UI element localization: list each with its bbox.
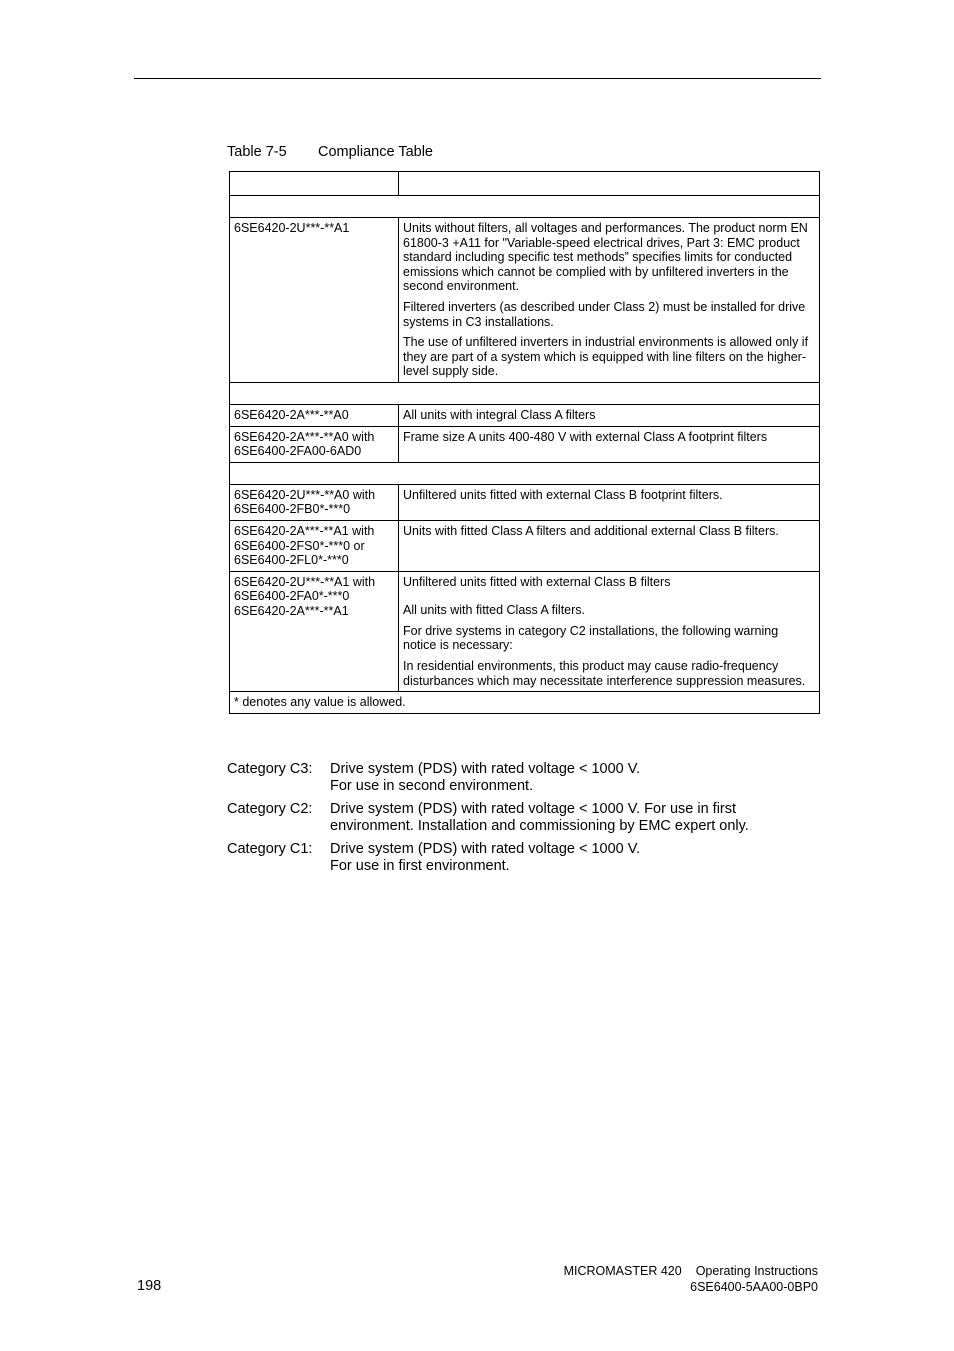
footer-doc-number: 6SE6400-5AA00-0BP0	[690, 1280, 818, 1294]
definition-item	[227, 801, 827, 835]
remark-text: Units without filters, all voltages and performances. The product norm EN 61800-3 +A11 for "Variable-speed electrical drives, Part 3: EMC product standard including specific test methods” specifies limits for conducted emissions which cannot be complied with by unfiltered inverters in the second environment.	[403, 221, 808, 294]
model-cell	[230, 426, 399, 462]
footer-product: MICROMASTER 420	[563, 1264, 682, 1278]
section-row	[230, 382, 820, 404]
remark-text: In residential environments, this product may cause radio-frequency disturbances which may necessitate interference suppression measures.	[403, 659, 806, 688]
table-row	[230, 520, 820, 571]
remarks-cell	[399, 218, 820, 383]
model-line: 6SE6420-2A***-**A1	[234, 603, 349, 618]
table-row	[230, 571, 820, 692]
table-caption	[227, 144, 433, 160]
model-line: 6SE6400-2FB0*-***0	[234, 502, 351, 517]
remark-text: For drive systems in category C2 installations, the following warning notice is necessary:	[403, 623, 779, 653]
model-line: 6SE6400-2FA00-6AD0	[234, 444, 362, 459]
definition-line: Drive system (PDS) with rated voltage < 1000 V.	[330, 841, 641, 857]
remark-text: Unfiltered units fitted with external Class B footprint filters.	[403, 487, 723, 502]
compliance-table	[229, 171, 820, 714]
model-cell	[230, 404, 399, 426]
definition-line: environment. Installation and commissioning by EMC expert only.	[330, 818, 749, 834]
remarks-cell	[399, 520, 820, 571]
model-cell	[230, 571, 399, 692]
model-cell	[230, 520, 399, 571]
remark-text: The use of unfiltered inverters in industrial environments is allowed only if they are part of a system which is equipped with line filters on the higher-level supply side.	[403, 335, 809, 379]
section-label	[230, 462, 820, 484]
model-line: 6SE6420-2U***-**A1	[234, 221, 350, 235]
header-cell-remarks	[399, 172, 820, 196]
model-line: 6SE6420-2A***-**A0 with	[234, 429, 375, 444]
header-rule	[134, 78, 821, 79]
footer-title-line	[564, 1263, 818, 1279]
model-line: 6SE6400-2FA0*-***0	[234, 589, 350, 604]
definition-term: Category C1:	[227, 841, 313, 857]
remarks-cell	[399, 426, 820, 462]
table-row	[230, 484, 820, 520]
footer-doc-info	[564, 1263, 818, 1295]
table-title: Compliance Table	[318, 144, 433, 160]
table-row	[230, 404, 820, 426]
remarks-cell	[399, 484, 820, 520]
model-cell	[230, 484, 399, 520]
definition-text	[330, 801, 827, 835]
definition-text	[330, 841, 827, 875]
section-label	[230, 382, 820, 404]
remarks-cell	[399, 571, 820, 692]
remark-text: Filtered inverters (as described under Class 2) must be installed for drive systems in C3 installations.	[403, 299, 806, 329]
footnote-row	[230, 692, 820, 714]
page-number: 198	[137, 1278, 162, 1294]
category-definitions	[227, 761, 827, 881]
model-line: 6SE6420-2A***-**A1 with	[234, 523, 375, 538]
section-row	[230, 462, 820, 484]
table-row	[230, 218, 820, 383]
table-number: Table 7-5	[227, 144, 287, 160]
section-row	[230, 196, 820, 218]
definition-term: Category C2:	[227, 801, 313, 817]
model-line: 6SE6420-2U***-**A1 with	[234, 574, 376, 589]
table-header-row	[230, 172, 820, 196]
definition-item	[227, 761, 827, 795]
footer-doc-type: Operating Instructions	[695, 1264, 818, 1278]
model-cell	[230, 218, 399, 383]
table-footnote: * denotes any value is allowed.	[230, 692, 820, 714]
definition-line: Drive system (PDS) with rated voltage < 1000 V. For use in first	[330, 801, 737, 817]
model-line: 6SE6420-2U***-**A0 with	[234, 487, 376, 502]
section-label	[230, 196, 820, 218]
model-line: 6SE6420-2A***-**A0	[234, 407, 349, 422]
definition-line: For use in second environment.	[330, 778, 534, 794]
model-line: 6SE6400-2FS0*-***0 or	[234, 538, 365, 553]
remark-text: Unfiltered units fitted with external Class B filters	[403, 574, 671, 589]
remark-text: All units with integral Class A filters	[403, 407, 596, 422]
remark-text: Frame size A units 400-480 V with external Class A footprint filters	[403, 429, 768, 444]
definition-term: Category C3:	[227, 761, 313, 777]
remark-text: Units with fitted Class A filters and additional external Class B filters.	[403, 523, 779, 538]
definition-text	[330, 761, 827, 795]
model-line: 6SE6400-2FL0*-***0	[234, 553, 349, 568]
header-cell-model	[230, 172, 399, 196]
table-row	[230, 426, 820, 462]
definition-line: Drive system (PDS) with rated voltage < 1000 V.	[330, 761, 641, 777]
remarks-cell	[399, 404, 820, 426]
definition-item	[227, 841, 827, 875]
remark-text: All units with fitted Class A filters.	[403, 603, 586, 618]
definition-line: For use in first environment.	[330, 858, 510, 874]
